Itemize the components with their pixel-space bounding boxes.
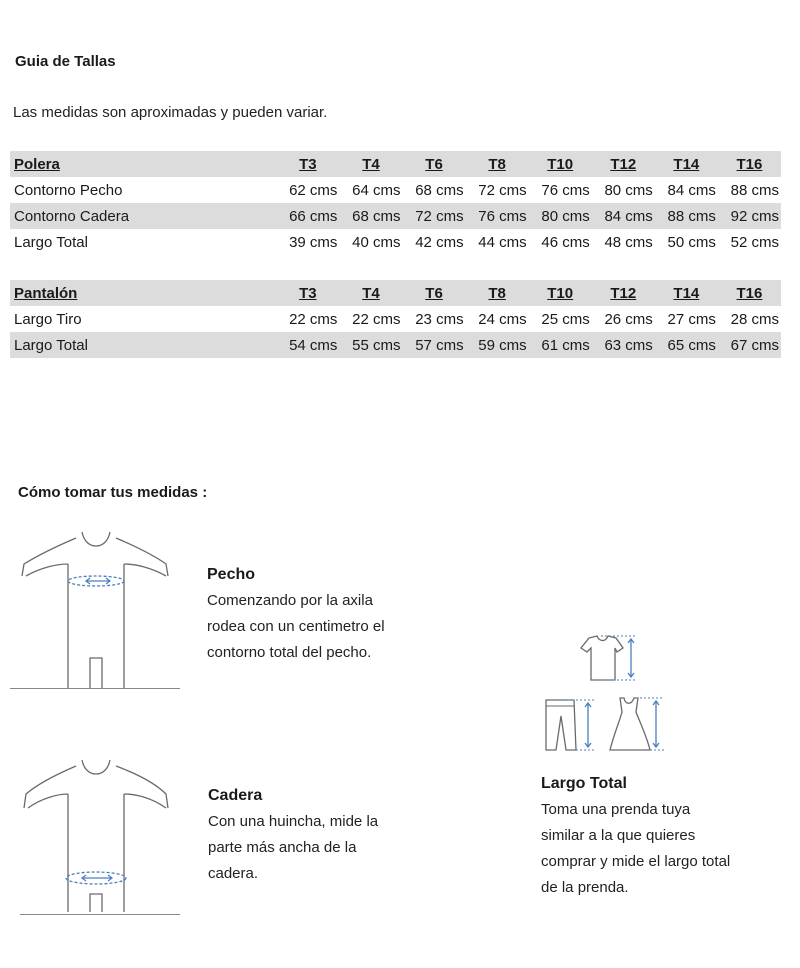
size-header: T8 [488,284,506,302]
size-value-cell: 68 cms [415,181,464,199]
size-value-cell: 80 cms [604,181,653,199]
size-value-cell: 22 cms [352,310,401,328]
largo-line: Toma una prenda tuya [541,801,691,818]
size-header: T3 [299,155,317,173]
size-value-cell: 46 cms [541,233,590,251]
size-value-cell: 27 cms [667,310,716,328]
size-value-cell: 63 cms [604,336,653,354]
cadera-line: Con una huincha, mide la [208,813,379,830]
chest-measure-figure [10,530,182,692]
size-header: T4 [362,155,380,173]
row-label: Contorno Cadera [14,207,130,225]
size-header: T4 [362,284,380,302]
cadera-text [208,809,378,887]
size-value-cell: 44 cms [478,233,527,251]
size-value-cell: 76 cms [478,207,527,225]
size-header: T12 [610,155,637,173]
size-value-cell: 88 cms [667,207,716,225]
pants-length-icon [540,694,598,754]
size-header: T14 [673,155,700,173]
size-value-cell: 67 cms [730,336,779,354]
cadera-line: parte más ancha de la [208,839,357,856]
row-label: Contorno Pecho [14,181,123,199]
cadera-line: cadera. [208,865,259,882]
table-row [10,203,781,229]
size-header: T6 [425,155,443,173]
size-value-cell: 42 cms [415,233,464,251]
page-title: Guia de Tallas [15,53,116,70]
largo-line: comprar y mide el largo total [541,853,731,870]
size-header: T16 [736,284,763,302]
howto-heading: Cómo tomar tus medidas : [18,484,208,501]
largo-line: de la prenda. [541,879,629,896]
cadera-title: Cadera [208,787,263,804]
divider [20,914,180,915]
size-value-cell: 61 cms [541,336,590,354]
size-header: T6 [425,284,443,302]
table-heading: Polera [14,155,60,173]
size-value-cell: 23 cms [415,310,464,328]
size-header: T10 [547,284,574,302]
size-value-cell: 48 cms [604,233,653,251]
table-row [10,229,781,255]
size-value-cell: 66 cms [289,207,338,225]
dress-length-icon [606,694,666,754]
size-value-cell: 50 cms [667,233,716,251]
pecho-line: Comenzando por la axila [207,592,373,609]
size-value-cell: 40 cms [352,233,401,251]
size-value-cell: 55 cms [352,336,401,354]
divider [10,688,180,689]
table-header-row [10,151,781,177]
size-header: T12 [610,284,637,302]
size-value-cell: 84 cms [667,181,716,199]
size-value-cell: 80 cms [541,207,590,225]
size-value-cell: 88 cms [730,181,779,199]
page-subtitle: Las medidas son aproximadas y pueden variar. [13,104,328,121]
size-header: T3 [299,284,317,302]
table-row [10,306,781,332]
size-value-cell: 76 cms [541,181,590,199]
table-header-row [10,280,781,306]
size-value-cell: 62 cms [289,181,338,199]
tshirt-length-icon [575,634,639,684]
size-header: T16 [736,155,763,173]
pecho-text [207,588,385,666]
size-value-cell: 28 cms [730,310,779,328]
size-value-cell: 84 cms [604,207,653,225]
size-header: T14 [673,284,700,302]
size-header: T10 [547,155,574,173]
hip-measure-figure [20,758,185,914]
size-value-cell: 72 cms [415,207,464,225]
pecho-line: contorno total del pecho. [207,644,372,661]
size-value-cell: 72 cms [478,181,527,199]
pantalon-size-table [10,280,781,358]
size-value-cell: 52 cms [730,233,779,251]
table-row [10,332,781,358]
table-row [10,177,781,203]
size-value-cell: 54 cms [289,336,338,354]
size-value-cell: 22 cms [289,310,338,328]
polera-size-table [10,151,781,255]
largo-line: similar a la que quieres [541,827,696,844]
size-value-cell: 59 cms [478,336,527,354]
size-value-cell: 26 cms [604,310,653,328]
size-value-cell: 92 cms [730,207,779,225]
pecho-title: Pecho [207,566,256,583]
size-value-cell: 65 cms [667,336,716,354]
largo-title: Largo Total [541,775,627,792]
size-value-cell: 64 cms [352,181,401,199]
size-value-cell: 24 cms [478,310,527,328]
table-heading: Pantalón [14,284,78,302]
pecho-line: rodea con un centimetro el [207,618,385,635]
size-value-cell: 25 cms [541,310,590,328]
size-value-cell: 57 cms [415,336,464,354]
size-value-cell: 68 cms [352,207,401,225]
size-value-cell: 39 cms [289,233,338,251]
row-label: Largo Total [14,336,88,354]
size-header: T8 [488,155,506,173]
largo-text [541,797,730,901]
row-label: Largo Tiro [14,310,82,328]
row-label: Largo Total [14,233,88,251]
